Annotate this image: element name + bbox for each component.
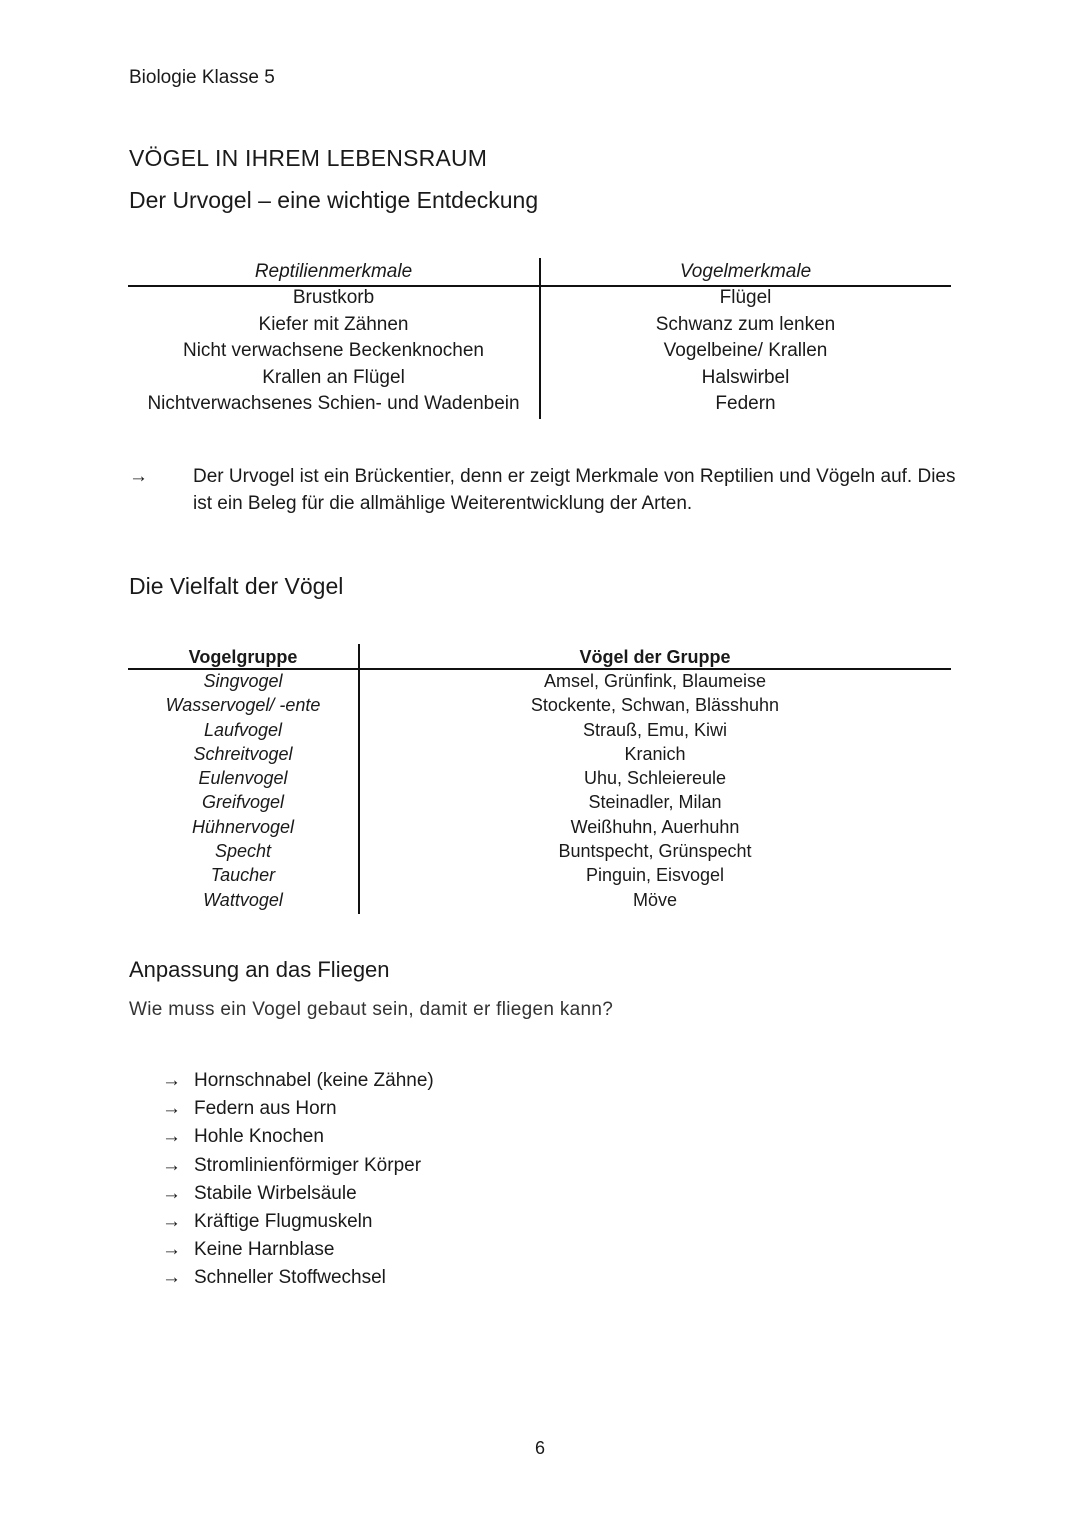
table-cell: Kranich bbox=[624, 743, 686, 764]
group-column bbox=[128, 644, 358, 912]
arrow-icon: → bbox=[162, 1070, 181, 1091]
conclusion-text: Der Urvogel ist ein Brückentier, denn er zeigt Merkmale von Reptilien und Vögeln auf. Dies ist ein Beleg für die allmählige Weiterentwicklung der Arten. bbox=[193, 466, 956, 514]
arrow-icon: → bbox=[162, 1267, 181, 1289]
arrow-icon: → bbox=[162, 1126, 181, 1148]
column-header: Vögel der Gruppe bbox=[579, 647, 731, 667]
bird-groups-table bbox=[128, 644, 951, 914]
table-cell: Wasservogel/ -ente bbox=[165, 695, 321, 716]
table-cell: Uhu, Schleiereule bbox=[583, 768, 727, 789]
arrow-icon: → bbox=[129, 466, 148, 487]
page-header: Biologie Klasse 5 bbox=[129, 67, 275, 88]
table-cell: Weißhuhn, Auerhuhn bbox=[570, 816, 740, 837]
arrow-icon: → bbox=[162, 1182, 181, 1204]
table-cell: Halswirbel bbox=[701, 366, 790, 388]
arrow-icon: → bbox=[162, 1210, 181, 1232]
table-cell: Vogelbeine/ Krallen bbox=[663, 340, 828, 361]
table-cell: Nichtverwachsenes Schien- und Wadenbein bbox=[147, 393, 520, 414]
page-title: VÖGEL IN IHREM LEBENSRAUM bbox=[129, 145, 488, 171]
column-header: Vogelgruppe bbox=[188, 647, 298, 667]
section-heading-vielfalt: Die Vielfalt der Vögel bbox=[129, 573, 344, 599]
table-cell: Stockente, Schwan, Blässhuhn bbox=[530, 695, 780, 716]
table-cell: Federn bbox=[715, 393, 776, 414]
section-heading-fliegen: Anpassung an das Fliegen bbox=[129, 957, 390, 982]
table-cell: Kiefer mit Zähnen bbox=[258, 313, 409, 335]
table-cell: Specht bbox=[214, 841, 272, 862]
table-cell: Laufvogel bbox=[203, 719, 283, 740]
table-cell: Hühnervogel bbox=[191, 816, 295, 837]
bird-column bbox=[540, 258, 951, 418]
arrow-icon: → bbox=[162, 1098, 181, 1120]
arrow-icon: → bbox=[162, 1239, 181, 1261]
table-cell: Greifvogel bbox=[201, 792, 285, 813]
table-cell: Strauß, Emu, Kiwi bbox=[582, 719, 728, 740]
table-cell: Singvogel bbox=[203, 671, 283, 691]
table-cell: Schwanz zum lenken bbox=[655, 313, 836, 335]
table-cell: Eulenvogel bbox=[198, 768, 288, 789]
section-question: Wie muss ein Vogel gebaut sein, damit er fliegen kann? bbox=[129, 999, 614, 1020]
table-cell: Brustkorb bbox=[292, 287, 375, 308]
table-cell: Steinadler, Milan bbox=[588, 792, 722, 813]
column-header: Reptilienmerkmale bbox=[254, 261, 413, 282]
reptile-column bbox=[128, 258, 539, 418]
table-cell: Pinguin, Eisvogel bbox=[585, 865, 725, 886]
members-column bbox=[359, 644, 951, 912]
table-cell: Buntspecht, Grünspecht bbox=[558, 841, 752, 862]
table-cell: Möve bbox=[632, 889, 677, 910]
table-cell: Flügel bbox=[719, 287, 772, 308]
arrow-icon: → bbox=[162, 1154, 181, 1176]
column-header: Vogelmerkmale bbox=[679, 261, 812, 282]
comparison-table bbox=[128, 258, 951, 420]
table-cell: Nicht verwachsene Beckenknochen bbox=[182, 340, 484, 361]
table-cell: Schreitvogel bbox=[193, 743, 293, 764]
page-number: 6 bbox=[534, 1438, 545, 1458]
table-cell: Taucher bbox=[210, 865, 276, 886]
section-heading-urvogel: Der Urvogel – eine wichtige Entdeckung bbox=[129, 187, 539, 213]
table-cell: Krallen an Flügel bbox=[262, 366, 405, 388]
table-cell: Wattvogel bbox=[203, 889, 283, 910]
table-cell: Amsel, Grünfink, Blaumeise bbox=[543, 671, 767, 691]
